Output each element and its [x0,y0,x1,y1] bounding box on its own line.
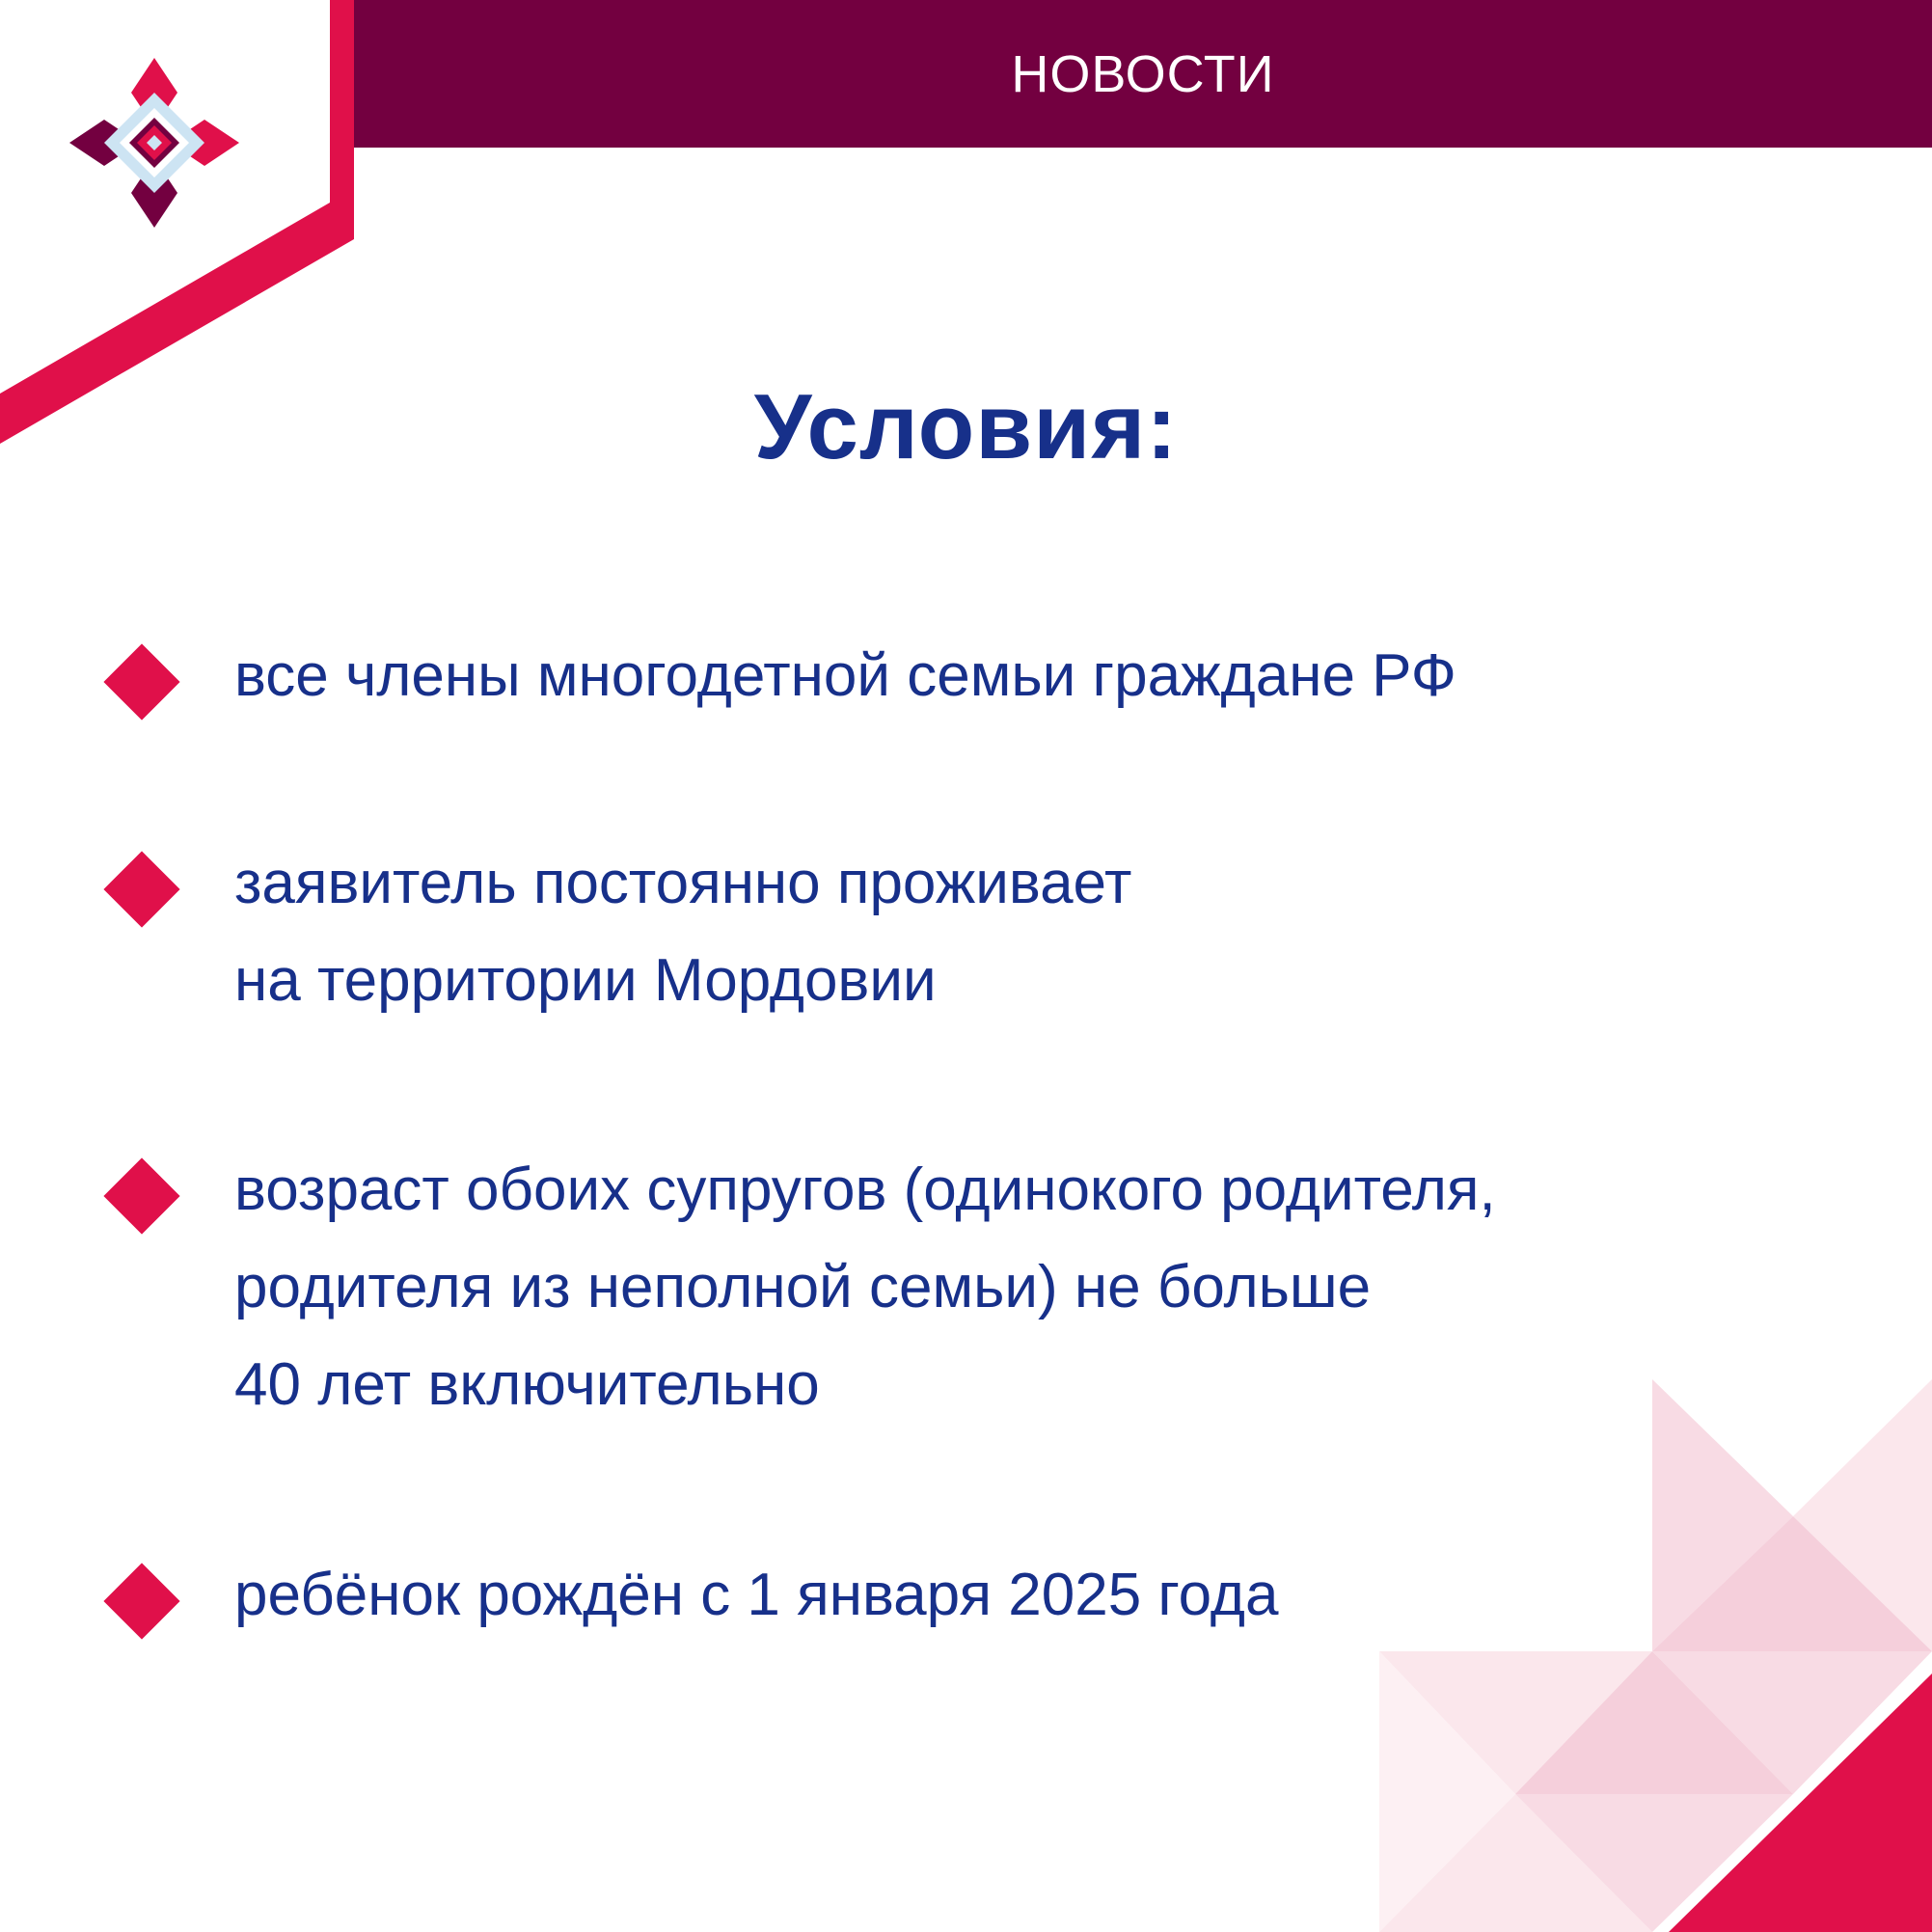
page-title: Условия: [753,375,1179,478]
condition-text: ребёнок рождён с 1 января 2025 года [234,1562,1279,1628]
logo-star-icon [66,54,243,231]
condition-text: заявитель постоянно проживает на территории Мордовии [234,850,1132,1014]
corner-triangles [1379,1379,1932,1932]
condition-text: все члены многодетной семьи граждане РФ [234,642,1456,709]
header-label: НОВОСТИ [1011,45,1275,103]
condition-text: возраст обоих супругов (одинокого родителя, родителя из неполной семьи) не больше 40 лет включительно [234,1156,1496,1418]
